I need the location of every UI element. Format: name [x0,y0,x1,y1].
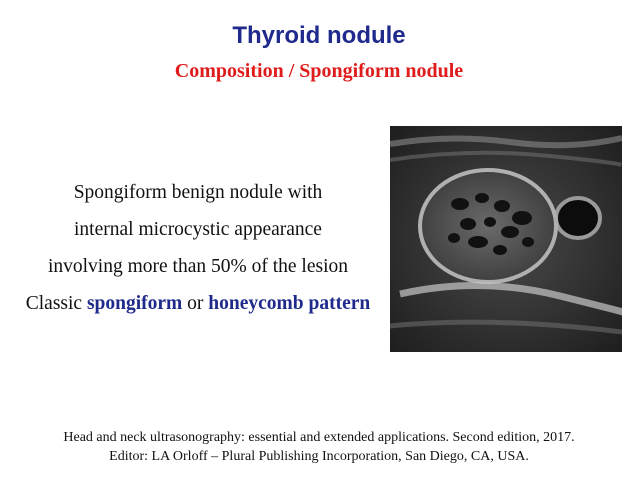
reference-line-1: Head and neck ultrasonography: essential and extended applications. Second edition, 2017. [63,430,575,445]
classic-connector: or [182,293,209,314]
description-line-2: internal microcystic appearance [74,219,322,240]
spongiform-term: spongiform [86,293,183,314]
reference-line-2: Editor: LA Orloff – Plural Publishing Incorporation, San Diego, CA, USA. [109,449,529,464]
slide-title: Thyroid nodule [232,22,406,49]
classic-pattern-line [2,285,394,322]
description-line-3: involving more than 50% of the lesion [47,256,349,277]
honeycomb-term: honeycomb pattern [208,293,371,314]
slide-subtitle: Composition / Spongiform nodule [174,60,464,82]
ultrasound-image [390,126,622,352]
description-line-1: Spongiform benign nodule with [73,182,323,203]
description-text [2,174,394,322]
classic-prefix: Classic [25,293,87,314]
reference-citation [0,428,638,466]
